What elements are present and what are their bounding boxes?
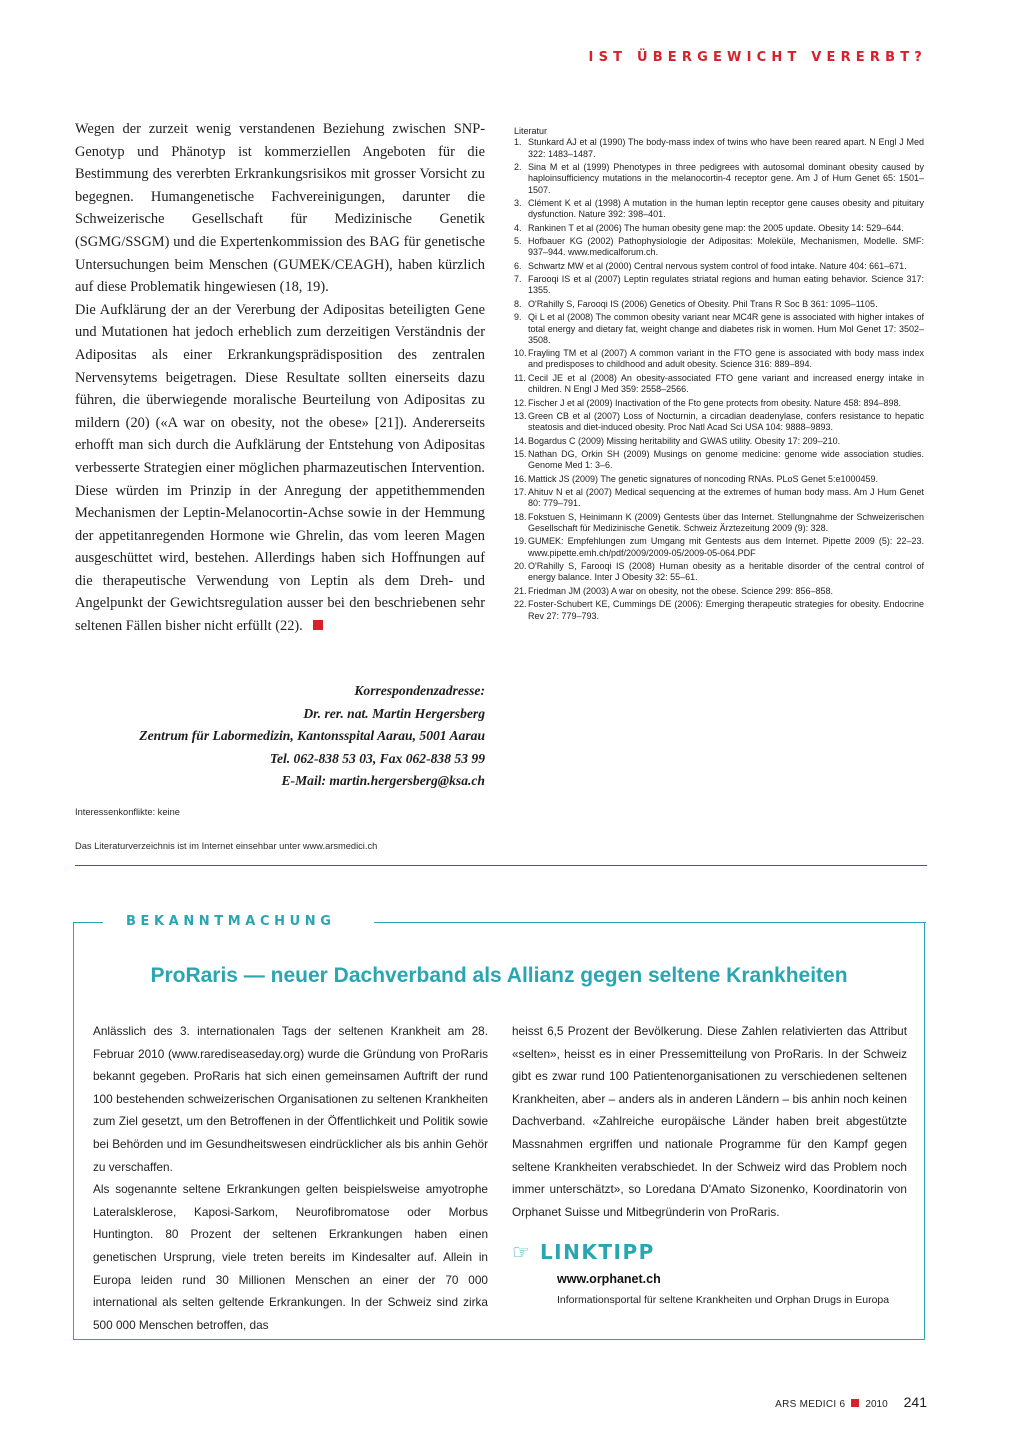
linktipp-description: Informationsportal für seltene Krankheiten und Orphan Drugs in Europa (557, 1294, 890, 1306)
reference-item (514, 236, 924, 259)
reference-number: 6. (514, 260, 522, 271)
contact-institution: Zentrum für Labormedizin, Kantonsspital Aarau, 5001 Aarau (139, 728, 485, 744)
article-paragraph (75, 299, 485, 638)
page-footer (775, 1394, 927, 1410)
reference-number: 16. (514, 473, 527, 484)
reference-item (514, 586, 924, 597)
announcement-paragraph: Als sogenannte seltene Erkrankungen gelten beispielsweise amyotrophe Lateralsklerose, Kaposi-Sarkom, Neurofibromatose oder Morbus Huntington. 80 Prozent der seltenen Erkrankungen haben einen genetischen Ursprung, viele treten bereits im Kindesalter auf. Allein in Europa leiden rund 30 Millionen Menschen an einer der 70 000 international als selten geltende Erkrankungen. In der Schweiz sind zirka 500 000 Menschen betroffen, das (93, 1182, 488, 1332)
reference-text: Nathan DG, Orkin SH (2009) Musings on genome medicine: genome wide association studies. Genome Med 1: 3–6. (528, 449, 924, 471)
reference-text: Foster-Schubert KE, Cummings DE (2006): Emerging therapeutic strategies for obesity. Endocrine Rev 27: 779–793. (528, 599, 924, 621)
reference-text: Mattick JS (2009) The genetic signatures of noncoding RNAs. PLoS Genet 5:e1000459. (528, 473, 879, 484)
reference-number: 1. (514, 137, 522, 148)
reference-text: Rankinen T et al (2006) The human obesity gene map: the 2005 update. Obesity 14: 529–644. (528, 222, 904, 233)
reference-number: 17. (514, 487, 527, 498)
reference-text: Frayling TM et al (2007) A common variant in the FTO gene is associated with body mass index and predisposes to childhood and adult obesity. Science 316: 889–894. (528, 348, 924, 370)
journal-year: 2010 (865, 1399, 888, 1410)
reference-number: 9. (514, 312, 522, 323)
references-list (514, 137, 924, 622)
literature-note: Das Literaturverzeichnis ist im Internet einsehbar unter www.arsmedici.ch (75, 841, 378, 851)
references-title: Literatur (514, 126, 548, 136)
page-number: 241 (903, 1394, 927, 1410)
linktipp-url[interactable]: www.orphanet.ch (557, 1272, 661, 1286)
article-paragraph: Wegen der zurzeit wenig verstandenen Beziehung zwischen SNP-Genotyp und Phänotyp ist kommerziellen Angeboten für die Bestimmung des vererbten Erkrankungsrisikos mit grosser Vorsicht zu begegnen. Humangenetische Fachvereinigungen, darunter die Schweizerische Gesellschaft für Medizinische Genetik (SGMG/SSGM) und die Expertenkommission des BAG für genetische Untersuchungen beim Menschen (GUMEK/CEAGH), haben kürzlich auf diese Problematik hingewiesen (18, 19). (75, 121, 485, 296)
reference-item (514, 398, 924, 409)
reference-text: Fischer J et al (2009) Inactivation of the Fto gene protects from obesity. Nature 458: 894–898. (528, 397, 902, 408)
announcement-label: BEKANNTMACHUNG (126, 914, 336, 929)
contact-phone: Tel. 062-838 53 03, Fax 062-838 53 99 (269, 750, 485, 766)
section-kicker: IST ÜBERGEWICHT VERERBT? (588, 50, 927, 65)
reference-number: 14. (514, 435, 527, 446)
end-mark-icon (313, 620, 323, 630)
reference-item (514, 599, 924, 622)
reference-number: 13. (514, 410, 527, 421)
contact-block (65, 680, 485, 793)
reference-text: O'Rahilly S, Farooqi IS (2006) Genetics of Obesity. Phil Trans R Soc B 361: 1095–1105. (528, 298, 878, 309)
article-paragraph-text: Die Aufklärung der an der Vererbung der Adipositas beteiligten Gene und Mutationen hat jedoch erheblich zum derzeitigen Verständnis der Adipositas als einer Erkrankungsprädisposition des zentralen Nervensytems beigetragen. Diese Resultate sollten einerseits dazu führen, die überwiegende moralische Beurteilung von Adipositas zu mildern (20) («A war on obesity, not the obese» [21]). Andererseits erhofft man sich durch die Aufklärung der Entstehung von Adipositas verbesserte Strategien einer möglichen pharmazeutischen Intervention. Diese würden im Prinzip in der Anregung der appetithemmenden Mechanismen der Leptin-Melanocortin-Achse sowie in der Hemmung der appetitanregenden Hormone wie Ghrelin, das vom leeren Magen ausgeschüttet wird, bestehen. Allerdings haben sich Hoffnungen auf die therapeutische Verwendung von Leptin als dem Dreh- und Angelpunkt der Gewichtsregulation ausser bei den beschriebenen sehr seltenen Fällen bisher nicht erfüllt (22). (75, 301, 485, 635)
reference-number: 2. (514, 161, 522, 172)
reference-number: 22. (514, 599, 527, 610)
reference-number: 11. (514, 372, 526, 383)
reference-item (514, 137, 924, 160)
reference-number: 10. (514, 348, 527, 359)
announcement-column-2 (512, 1020, 907, 1223)
announcement-title: ProRaris — neuer Dachverband als Allianz gegen seltene Krankheiten (150, 964, 848, 987)
article-body (75, 118, 485, 638)
reference-text: Stunkard AJ et al (1990) The body-mass index of twins who have been reared apart. N Engl J Med 322: 1483–1487. (528, 137, 924, 159)
reference-item (514, 223, 924, 234)
reference-text: Fokstuen S, Heinimann K (2009) Gentests über das Internet. Stellungnahme der Schweizerischen Gesellschaft für Medizinische Genetik. Schweiz Ärztezeitung 2009 (9): 328. (528, 511, 924, 534)
box-top-border (73, 922, 103, 923)
reference-number: 7. (514, 274, 522, 285)
reference-item (514, 312, 924, 346)
reference-item (514, 561, 924, 584)
reference-item (514, 536, 924, 559)
linktipp-heading (512, 1240, 655, 1264)
footer-square-icon (851, 1399, 859, 1407)
reference-number: 21. (514, 585, 527, 596)
reference-number: 8. (514, 298, 522, 309)
reference-text: Green CB et al (2007) Loss of Nocturnin, a circadian deadenylase, confers resistance to hepatic steatosis and diet-induced obesity. Proc Natl Acad Sci USA 104: 9888–9893. (528, 410, 924, 433)
reference-text: Schwartz MW et al (2000) Central nervous system control of food intake. Nature 404: 661–671. (528, 260, 907, 271)
reference-text: Farooqi IS et al (2007) Leptin regulates striatal regions and human eating behavior. Science 317: 1355. (528, 274, 924, 296)
reference-number: 4. (514, 222, 522, 233)
reference-number: 18. (514, 511, 527, 522)
reference-text: Clément K et al (1998) A mutation in the human leptin receptor gene causes obesity and pituitary dysfunction. Nature 392: 398–401. (528, 197, 924, 220)
announcement-column-1 (93, 1020, 488, 1336)
references (514, 126, 924, 624)
announcement-paragraph: Anlässlich des 3. internationalen Tags der seltenen Krankheit am 28. Februar 2010 (www.rarediseaseday.org) wurde die Gründung von ProRaris bekannt gegeben. ProRaris hat sich einen gemeinsamen Auftrift der rund 100 bestehenden schweizerischen Organisationen zu seltenen Krankheiten zum Ziel gesetzt, um den Betroffenen in der Öffentlichkeit und Politik sowie bei Behörden und im Gesundheitswesen eindrücklicher als bis anhin Gehör zu verschaffen. (93, 1024, 488, 1174)
reference-text: Hofbauer KG (2002) Pathophysiologie der Adipositas: Moleküle, Mechanismen, Modelle. SMF: 937–944. www.medicalforum.ch. (528, 236, 924, 258)
reference-text: Ahituv N et al (2007) Medical sequencing at the extremes of human body mass. Am J Hum Genet 80: 779–791. (528, 487, 924, 509)
reference-item (514, 261, 924, 272)
reference-text: Bogardus C (2009) Missing heritability and GWAS utility. Obesity 17: 209–210. (528, 435, 841, 446)
reference-item (514, 299, 924, 310)
reference-text: GUMEK: Empfehlungen zum Umgang mit Gentests aus dem Internet. Pipette 2009 (5): 22–23. www.pipette.emh.ch/pdf/2009/2009-05/2009-05-064.PDF (528, 536, 924, 558)
reference-item (514, 487, 924, 510)
section-divider (75, 865, 927, 866)
announcement-paragraph: heisst 6,5 Prozent der Bevölkerung. Diese Zahlen relativierten das Attribut «selten», heisst es in einer Pressemitteilung von ProRaris. In der Schweiz gibt es zwar rund 100 Patientenorganisationen zu verschiedenen seltenen Krankheiten, aber – anders als in anderen Ländern – bis anhin noch keinen Dachverband. «Zahlreiche europäische Länder haben breit abgestützte Massnahmen ergriffen und nationale Programme für den Kampf gegen seltene Krankheiten verabschiedet. In der Schweiz wird das Problem noch immer unterschätzt», so Loredana D'Amato Sizonenko, Koordinatorin von Orphanet Suisse und Mitbegründerin von ProRaris. (512, 1024, 907, 1219)
reference-number: 19. (514, 536, 527, 547)
linktipp-label: LINKTIPP (539, 1240, 655, 1264)
reference-number: 3. (514, 197, 522, 208)
reference-number: 15. (514, 449, 527, 460)
reference-item (514, 348, 924, 371)
reference-item (514, 449, 924, 472)
reference-number: 12. (514, 397, 527, 408)
reference-number: 20. (514, 561, 527, 572)
contact-label: Korrespondenzadresse: (354, 683, 485, 698)
reference-item (514, 411, 924, 434)
reference-item (514, 162, 924, 196)
conflicts-note: Interessenkonflikte: keine (75, 807, 180, 817)
reference-item (514, 436, 924, 447)
journal-name: ARS MEDICI 6 (775, 1399, 846, 1410)
pointing-hand-icon: ☞ (512, 1240, 530, 1264)
contact-email[interactable]: E-Mail: martin.hergersberg@ksa.ch (281, 773, 485, 789)
reference-item (514, 373, 924, 396)
reference-item (514, 512, 924, 535)
box-top-border (374, 922, 926, 923)
reference-number: 5. (514, 236, 522, 247)
reference-text: Sina M et al (1999) Phenotypes in three pedigrees with autosomal dominant obesity caused by haploinsufficiency mutations in the melanocortin-4 receptor gene. Am J of Hum Genet 65: 1501–1507. (528, 161, 924, 195)
reference-text: O'Rahilly S, Farooqi IS (2008) Human obesity as a heritable disorder of the central control of energy balance. Inter J Obesity 32: 55–61. (528, 561, 924, 583)
reference-item (514, 474, 924, 485)
reference-text: Friedman JM (2003) A war on obesity, not the obese. Science 299: 856–858. (528, 585, 834, 596)
reference-text: Qi L et al (2008) The common obesity variant near MC4R gene is associated with higher intakes of total energy and dietary fat, weight change and diabetes risk in women. Hum Mol Genet 17: 3502–3508. (528, 312, 924, 345)
reference-text: Cecil JE et al (2008) An obesity-associated FTO gene variant and increased energy intake in children. N Engl J Med 359: 2558–2566. (528, 372, 924, 395)
reference-item (514, 274, 924, 297)
contact-name: Dr. rer. nat. Martin Hergersberg (303, 705, 485, 721)
reference-item (514, 198, 924, 221)
